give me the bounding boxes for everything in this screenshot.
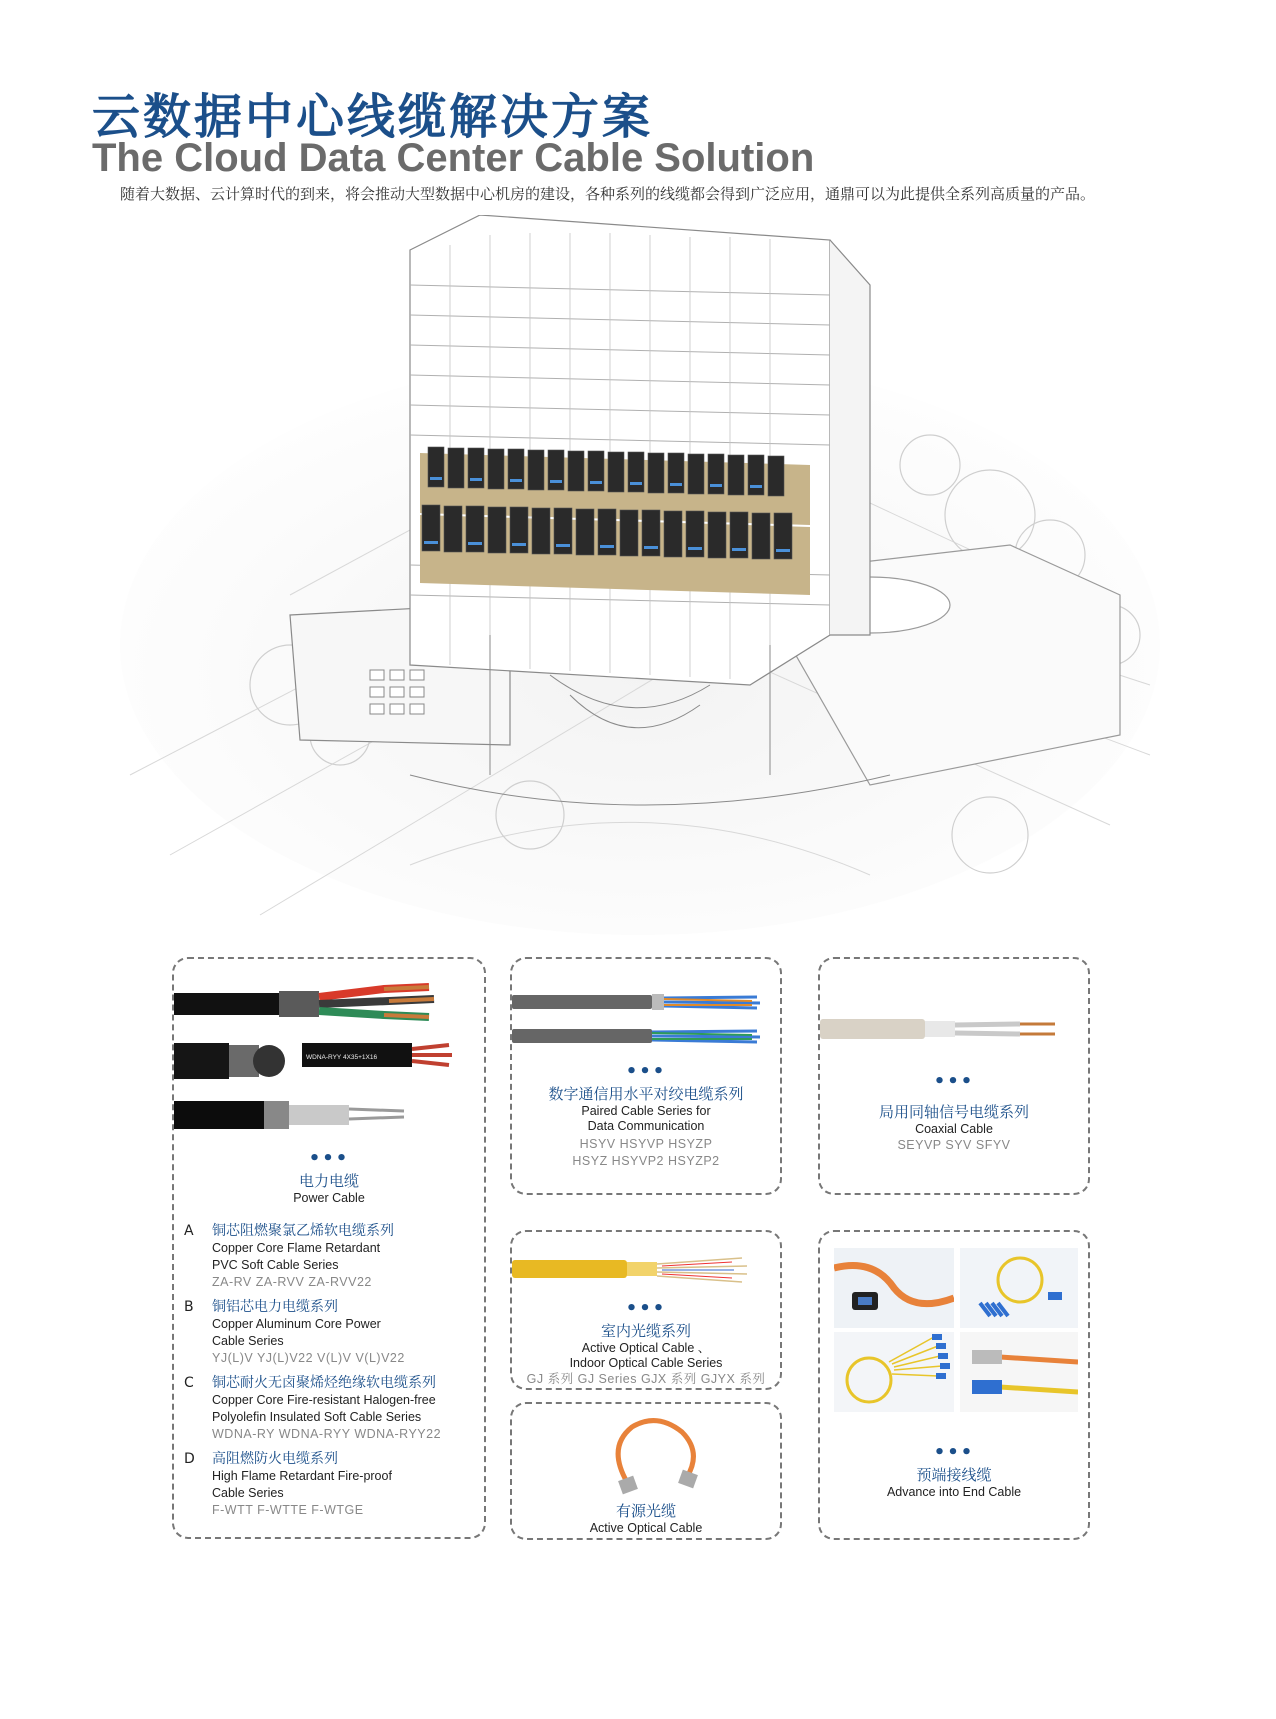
series-title-en: PVC Soft Cable Series xyxy=(212,1258,339,1272)
dots-ornament: ••• xyxy=(933,1442,975,1463)
indoor-cable-name-cn: 室内光缆系列 xyxy=(600,1322,691,1340)
coaxial-cable-card xyxy=(818,957,1090,1195)
coaxial-cable-name-en: Coaxial Cable xyxy=(915,1122,993,1136)
coaxial-cable-name-cn: 局用同轴信号电缆系列 xyxy=(878,1103,1029,1121)
series-letter: D xyxy=(184,1451,195,1467)
series-title-en: High Flame Retardant Fire-proof xyxy=(212,1469,392,1483)
mpo-cable-photo xyxy=(834,1248,954,1328)
series-letter: B xyxy=(184,1299,194,1315)
series-title-en: Cable Series xyxy=(212,1486,284,1500)
series-title-en: Copper Core Fire-resistant Halogen-free xyxy=(212,1393,436,1407)
aoc-name-en: Active Optical Cable xyxy=(589,1521,703,1535)
series-models: F-WTT F-WTTE F-WTGE xyxy=(212,1503,364,1517)
power-cable-name-cn: 电力电缆 xyxy=(298,1172,359,1190)
coaxial-models: SEYVP SYV SFYV xyxy=(897,1138,1011,1152)
preterminated-name-cn: 预端接线缆 xyxy=(916,1466,992,1484)
series-models: ZA-RV ZA-RVV ZA-RVV22 xyxy=(212,1275,372,1289)
series-title-en: Polyolefin Insulated Soft Cable Series xyxy=(212,1410,422,1424)
power-series-b xyxy=(184,1299,474,1367)
breakout-cable-photo xyxy=(834,1332,954,1412)
preterminated-cable-card xyxy=(818,1230,1090,1540)
series-title-cn: 高阻燃防火电缆系列 xyxy=(212,1451,338,1467)
paired-cable-name-cn: 数字通信用水平对绞电缆系列 xyxy=(548,1085,744,1103)
dots-ornament: ••• xyxy=(625,1061,667,1082)
series-letter: C xyxy=(184,1375,194,1391)
paired-models-2: HSYZ HSYVP2 HSYZP2 xyxy=(572,1154,720,1168)
cable-print-text: WDNA-RYY 4X35+1X16 xyxy=(306,1054,378,1061)
series-models: YJ(L)V YJ(L)V22 V(L)V V(L)V22 xyxy=(212,1351,405,1365)
lc-duplex-cable-photo xyxy=(960,1332,1078,1412)
series-title-en: Copper Core Flame Retardant xyxy=(212,1241,381,1255)
power-series-c xyxy=(184,1375,474,1443)
indoor-optical-cable-image xyxy=(512,1252,780,1292)
dots-ornament: ••• xyxy=(625,1298,667,1319)
page-title-cn: 云数据中心线缆解决方案 xyxy=(92,89,654,145)
paired-models-1: HSYV HSYVP HSYZP xyxy=(579,1137,713,1151)
dots-ornament: ••• xyxy=(308,1148,350,1169)
series-title-en: Cable Series xyxy=(212,1334,284,1348)
paired-cable-name-en-2: Data Communication xyxy=(587,1119,705,1133)
indoor-models: GJ 系列 GJ Series GJX 系列 GJYX 系列 xyxy=(526,1372,766,1386)
series-title-cn: 铜芯耐火无卤聚烯烃绝缘软电缆系列 xyxy=(212,1375,436,1391)
series-models: WDNA-RY WDNA-RYY WDNA-RYY22 xyxy=(212,1427,442,1441)
series-title-en: Copper Aluminum Core Power xyxy=(212,1317,381,1331)
paired-cable-name-en: Paired Cable Series for xyxy=(581,1104,711,1118)
aoc-name-cn: 有源光缆 xyxy=(615,1502,676,1520)
power-cable-image xyxy=(174,979,484,1139)
power-series-d xyxy=(184,1451,474,1519)
indoor-cable-name-en: Active Optical Cable 、 xyxy=(581,1341,711,1355)
paired-cable-card xyxy=(510,957,782,1195)
active-optical-cable-image xyxy=(602,1412,712,1502)
page-title-en: The Cloud Data Center Cable Solution xyxy=(92,136,815,180)
series-title-cn: 铜铝芯电力电缆系列 xyxy=(212,1299,338,1315)
preterminated-name-en: Advance into End Cable xyxy=(886,1485,1022,1499)
fanout-cable-photo xyxy=(960,1248,1078,1328)
series-title-cn: 铜芯阻燃聚氯乙烯软电缆系列 xyxy=(212,1223,394,1239)
data-center-building-illustration xyxy=(110,215,1170,935)
power-series-a xyxy=(184,1223,474,1291)
indoor-optical-cable-card xyxy=(510,1230,782,1390)
series-letter: A xyxy=(184,1223,194,1239)
active-optical-cable-card xyxy=(510,1402,782,1540)
paired-cable-image xyxy=(512,989,780,1049)
power-cable-card xyxy=(172,957,486,1539)
intro-paragraph: 随着大数据、云计算时代的到来，将会推动大型数据中心机房的建设，各种系列的线缆都会得到广泛应用，通鼎可以为此提供全系列高质量的产品。 xyxy=(120,185,1096,203)
coaxial-cable-image xyxy=(820,1009,1088,1049)
indoor-cable-name-en-2: Indoor Optical Cable Series xyxy=(569,1356,723,1370)
dots-ornament: ••• xyxy=(933,1071,975,1092)
power-cable-name-en: Power Cable xyxy=(293,1191,365,1205)
